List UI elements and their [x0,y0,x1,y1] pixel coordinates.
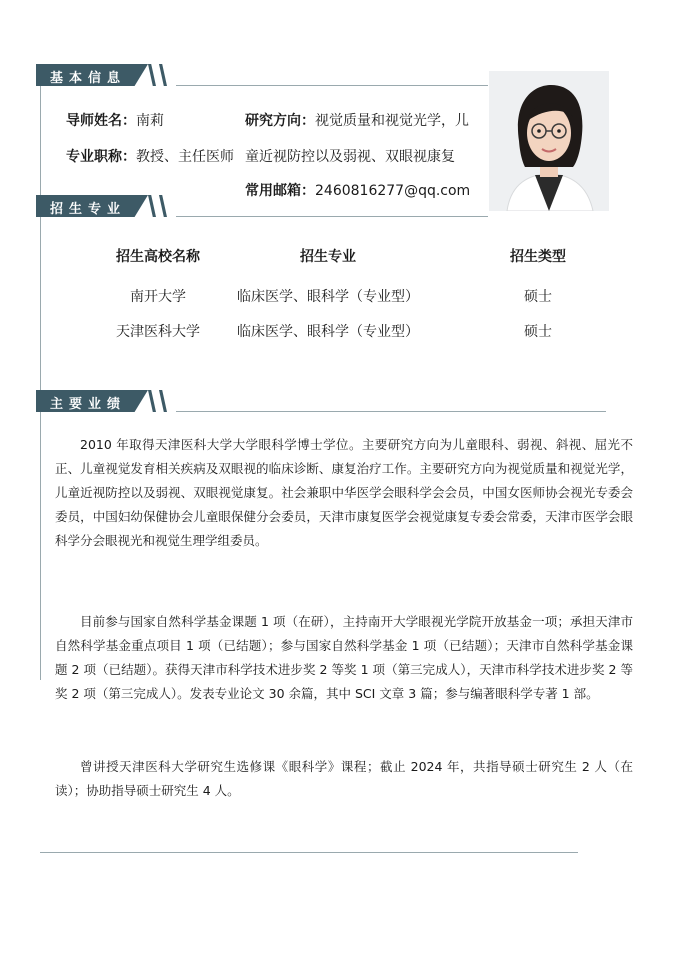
table-header-school: 招生高校名称 [116,249,200,265]
header-rule [176,411,606,412]
title-label: 专业职称： [66,149,136,165]
achievement-paragraph: 2010 年取得天津医科大学大学眼科学博士学位。主要研究方向为儿童眼科、弱视、斜视、屈光不正、儿童视觉发育相关疾病及双眼视的临床诊断、康复治疗工作。主要研究方向为视觉质量和视觉光学，儿童近视防控以及弱视、双眼视觉康复。社会兼职中华医学会眼科学会会员，中国女医师协会视光专委会委员，中国妇幼保健协会儿童眼保健分会委员，天津市康复医学会视觉康复专委会常委，天津市医学会眼科学分会眼视光和视觉生理学组委员。 [55,437,633,548]
header-rule [176,85,488,86]
table-header-type: 招生类型 [510,249,566,265]
ribbon-stripe [159,64,167,86]
research-label: 研究方向： [245,113,315,129]
portrait-photo [489,71,609,211]
table-cell-major: 临床医学、眼科学（专业型） [237,289,419,305]
section-header-basic-info [36,64,176,86]
achievement-paragraph: 目前参与国家自然科学基金课题 1 项（在研），主持南开大学眼视光学院开放基金一项；承担天津市自然科学基金重点项目 1 项（已结题）；参与国家自然科学基金 1 项（已结题）；天津市自然科学基金课题 2 项（已结题）。获得天津市科学技术进步奖 2 等奖 1 项（第三完成人），天津市科学技术进步奖 2 等奖 2 项（第三完成人）。发表专业论文 30 余篇，其中 SCI 文章 3 篇；参与编著眼科学专著 1 部。 [55,614,633,701]
table-cell-major: 临床医学、眼科学（专业型） [237,324,419,340]
advisor-name [66,112,164,130]
bottom-rule [40,852,578,853]
table-cell-type: 硕士 [524,289,552,305]
ribbon-stripe [159,195,167,217]
section-header-achievements [36,390,176,412]
left-vertical-rule [40,85,41,680]
table-header-major: 招生专业 [300,249,356,265]
email-label: 常用邮箱： [245,183,315,199]
section-title: 基本信息 [50,71,127,86]
portrait-illustration [489,71,609,211]
title-value: 教授、主任医师 [136,149,234,165]
research-value-line2: 童近视防控以及弱视、双眼视康复 [245,149,455,165]
name-label: 导师姓名： [66,113,136,129]
ribbon-stripe [148,390,156,412]
achievement-paragraph: 曾讲授天津医科大学研究生选修课《眼科学》课程；截止 2024 年，共指导硕士研究生 2 人（在读）；协助指导硕士研究生 4 人。 [55,759,633,798]
ribbon-stripe [148,195,156,217]
ribbon-stripe [159,390,167,412]
name-value: 南莉 [136,113,164,129]
header-rule [176,216,488,217]
research-value-line1: 视觉质量和视觉光学，儿 [315,113,469,129]
section-header-recruitment [36,195,176,217]
section-title: 招生专业 [50,202,127,217]
research-direction-cont [245,148,455,166]
email [245,182,470,200]
table-cell-school: 南开大学 [130,289,186,305]
table-cell-type: 硕士 [524,324,552,340]
section-title: 主要业绩 [50,397,127,412]
table-cell-school: 天津医科大学 [116,324,200,340]
advisor-title [66,148,234,166]
research-direction [245,112,469,130]
email-value[interactable]: 2460816277@qq.com [315,183,471,199]
ribbon-stripe [148,64,156,86]
